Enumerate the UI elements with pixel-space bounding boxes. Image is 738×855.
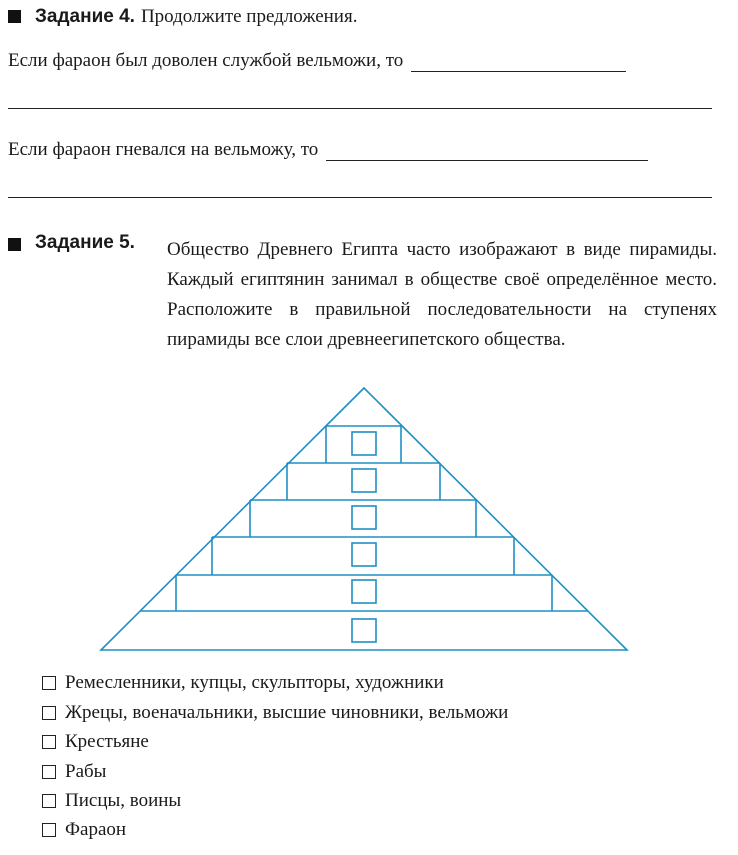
square-bullet-icon [8,10,21,23]
answer-blank-2b[interactable] [8,197,712,198]
option-label: Ремесленники, купцы, скульпторы, художники [65,672,444,693]
option-label: Жрецы, военачальники, высшие чиновники, вельможи [65,702,509,723]
checkbox-icon[interactable] [42,676,56,690]
option-label: Рабы [65,761,107,782]
option-item [42,790,181,812]
answer-blank-1a[interactable] [411,55,626,72]
square-bullet-icon [8,238,21,251]
pyramid-answer-box-3 [352,506,376,529]
option-label: Крестьяне [65,731,149,752]
option-item [42,702,508,724]
task4-sentence2: Если фараон гневался на вельможу, то [8,139,319,160]
pyramid-answer-box-6 [352,619,376,642]
option-item [42,761,106,783]
task4-sentence2-row [8,139,648,161]
task4-sentence1: Если фараон был доволен службой вельможи, то [8,50,404,71]
option-label: Фараон [65,819,127,840]
task5-label: Задание 5. [35,232,135,253]
pyramid-answer-box-2 [352,469,376,492]
option-label: Писцы, воины [65,790,182,811]
task4-label: Задание 4. [35,6,135,27]
checkbox-icon[interactable] [42,823,56,837]
pyramid-answer-box-4 [352,543,376,566]
pyramid-answer-box-5 [352,580,376,603]
task5-text: Общество Древнего Египта часто изображают в виде пирамиды. Каждый египтянин занимал в обществе своё определённое место. Расположите в правильной последовательности на ступенях пирамиды все слои древнеегипетского общества. [167,239,717,350]
task4-instruction: Продолжите предложения. [140,6,358,27]
pyramid-diagram [0,380,738,655]
pyramid-answer-box-1 [352,432,376,455]
answer-blank-1b[interactable] [8,108,712,109]
answer-blank-2a[interactable] [326,144,648,161]
option-item [42,819,126,841]
checkbox-icon[interactable] [42,765,56,779]
option-item [42,672,444,694]
task4-header [8,6,357,28]
checkbox-icon[interactable] [42,706,56,720]
checkbox-icon[interactable] [42,794,56,808]
option-item [42,731,149,753]
checkbox-icon[interactable] [42,735,56,749]
task5-header [8,232,141,254]
task4-sentence1-row [8,50,626,72]
